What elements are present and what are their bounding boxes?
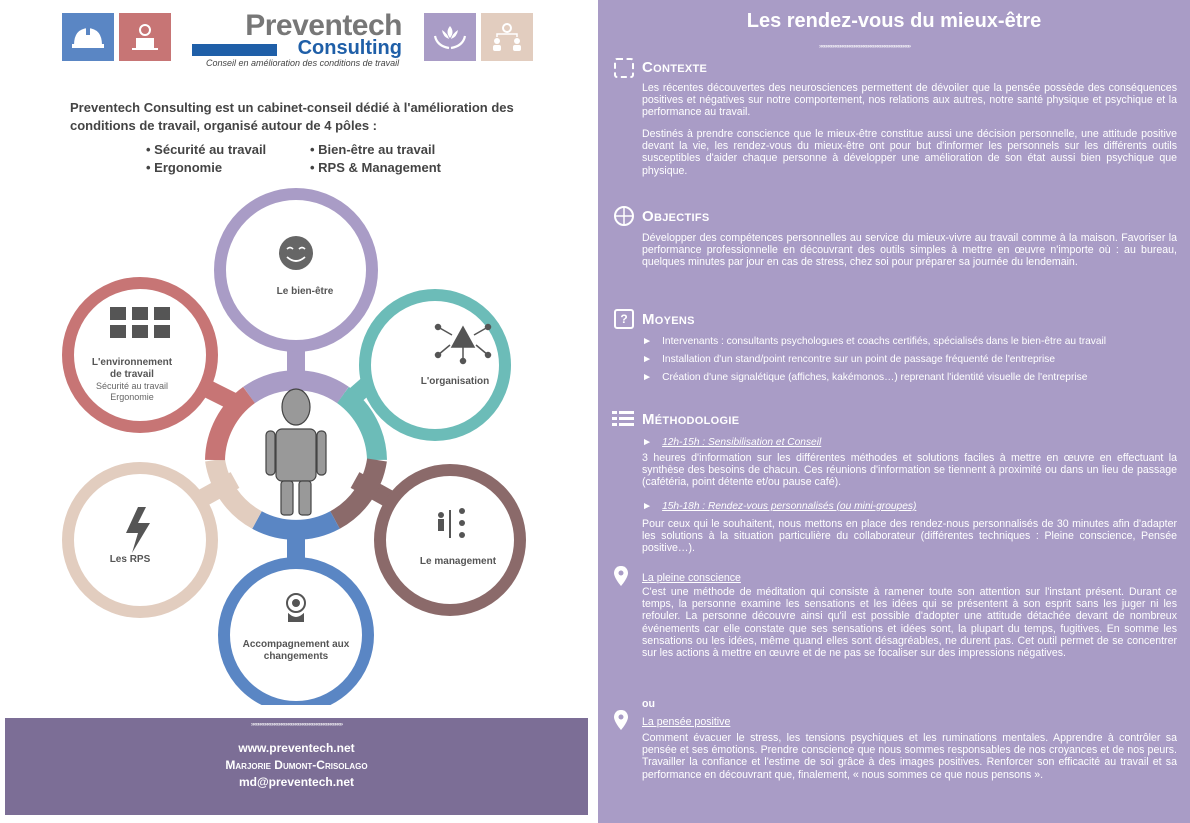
- section-title-methodologie: Méthodologie: [642, 411, 740, 428]
- ring-blue: [257, 520, 335, 530]
- computer-worker-icon: [119, 13, 171, 61]
- pleine-conscience-title: La pleine conscience: [642, 572, 741, 584]
- footer-arrows: »»»»»»»»»»»»»»»»»»»»»»»»»»»»»»»»»»»»»»»: [250, 722, 343, 728]
- team-gear-icon: [481, 13, 533, 61]
- tagline: Conseil en amélioration des conditions de travail: [206, 58, 400, 68]
- website-link[interactable]: www.preventech.net: [238, 741, 355, 755]
- ring-accompagnement: [224, 563, 368, 705]
- location-pin-icon: [614, 566, 628, 586]
- ring-organisation: [365, 295, 505, 435]
- right-panel: [598, 0, 1190, 823]
- intro-text: Preventech Consulting est un cabinet-conseil dédié à l'amélioration des conditions de travail, organisé autour de 4 pôles :: [70, 100, 514, 133]
- ring-brown: [335, 460, 377, 520]
- context-frame-icon: [614, 58, 634, 78]
- pole-item: • RPS & Management: [310, 160, 441, 175]
- brand-bottom: Consulting: [297, 37, 402, 59]
- section-title-moyens: Moyens: [642, 311, 695, 328]
- location-pin-icon: [614, 710, 628, 730]
- ou-text: ou: [642, 698, 655, 710]
- label-rps: Les RPS: [109, 554, 151, 565]
- pole-item: • Ergonomie: [146, 160, 223, 175]
- question-icon: ?: [614, 309, 634, 329]
- label-management: Le management: [419, 556, 497, 567]
- smiley-icon: [279, 236, 313, 270]
- poles-col2: [310, 141, 441, 177]
- pensee-positive-text: Comment évacuer le stress, les tensions psychiques et les ruminations mentales. Apprendre à contrôler sa pensée et ses émotions. Prendre conscience que nous sommes responsables de nos croyances et de nos peurs. Travailler la confiance et l'estime de soi grâce à des images positives. Renforcer son efficacité au travail et sa performance en découvrant que, finalement, « nous sommes ce que nous pensons ».: [642, 732, 1177, 781]
- ring-beige: [215, 460, 257, 520]
- hardhat-icon: [62, 13, 114, 61]
- methodo-p2: Pour ceux qui le souhaitent, nous mettons en place des rendez-nous personnalisés de 30 minutes afin d'adapter les solutions à la situation particulière du collaborateur (différentes techniques : Pleine conscience, Pensée positive…).: [642, 518, 1177, 555]
- pensee-positive-title: La pensée positive: [642, 716, 731, 728]
- pleine-conscience-text: C'est une méthode de méditation qui consiste à ramener toute son attention sur l'instant présent. Durant ce temps, la personne examine les sensations et les idées qui se présentent à son esprit sans les juger ni les refouler. La personne découvre ainsi qu'il est possible d'adopter une attitude détachée devant de nombreux événements car elle constate que ses sensations et idées sont, la plupart du temps, fugitives. En somme les sensations ou les idées, même quand elles sont désagréables, ne durent pas. Cet outil permet de se concentrer sur les actions à mettre en œuvre et de ne pas se focaliser sur des impressions négatives.: [642, 586, 1177, 660]
- contact-name: Marjorie Dumont-Crisolago: [225, 758, 368, 772]
- pole-item: • Bien-être au travail: [310, 142, 436, 157]
- methodo-heading-1: ► 12h-15h : Sensibilisation et Conseil: [642, 437, 822, 448]
- section-title-objectifs: Objectifs: [642, 208, 710, 225]
- contexte-p1: Les récentes découvertes des neurosciences permettent de dévoiler que la pensée possède des conséquences positives et négatives sur notre comportement, nos relations aux autres, notre santé physique et psychique et la performance au travail.: [642, 82, 1177, 119]
- pole-item: • Sécurité au travail: [146, 142, 267, 157]
- person-sketch-icon: [266, 389, 326, 515]
- contexte-p2: Destinés à prendre conscience que le mieux-être constitue aussi une décision personnelle, une attitude positive devant la vie, les rendez-vous du mieux-être ont pour but d'informer les personnels sur les différents outils susceptibles d'aider chaque personne à développer une amélioration de son état aussi bien psychique que physique.: [642, 128, 1177, 177]
- target-icon: [614, 206, 634, 226]
- brand-bar: [192, 44, 277, 56]
- moyens-item: ► Installation d'un stand/point rencontre sur un point de passage fréquenté de l'entreprise: [642, 354, 1056, 365]
- list-icon: [612, 410, 634, 428]
- hands-lotus-icon: [424, 13, 476, 61]
- label-bienetre: Le bien-être: [250, 282, 360, 302]
- ring-rps: [68, 468, 212, 612]
- moyens-item: ► Intervenants : consultants psychologues et coachs certifiés, spécialisés dans le bien-être au travail: [642, 336, 1107, 347]
- email-link[interactable]: md@preventech.net: [238, 775, 355, 789]
- brand-top: Preventech: [245, 9, 402, 42]
- methodo-heading-2: ► 15h-18h : Rendez-vous personnalisés (ou mini-groupes): [642, 501, 917, 512]
- methodo-p1: 3 heures d'information sur les différentes méthodes et solutions faciles à mettre en œuvre en effectuant la synthèse des besoins de chacun. Ces réunions d'information se tiennent à proximité ou dans un lieu de passage (cafétéria, point détente et/ou pause café).: [642, 452, 1177, 489]
- label-environnement: L'environnement de travail Sécurité au travail Ergonomie: [91, 357, 173, 402]
- ring-management: [380, 470, 520, 610]
- title-arrows: »»»»»»»»»»»»»»»»»»»»»»»»»»»»»»»»»»»»»»»: [819, 44, 911, 50]
- poles-diagram: [40, 185, 560, 705]
- poles-col1: [146, 141, 266, 177]
- section-title-contexte: Contexte: [642, 59, 708, 76]
- objectifs-p1: Développer des compétences personnelles au service du mieux-vivre au travail comme à la maison. Favoriser la performance professionnelle en découvrant des outils simples à mettre en œuvre n'importe où : au bureau, quelques minutes par jour en cas de stress, chez soi pour préparer sa journée du lendemain.: [642, 232, 1177, 269]
- contact-footer: [5, 718, 588, 815]
- label-accompagnement: Accompagnement aux changements: [242, 639, 350, 662]
- label-organisation: L'organisation: [420, 376, 490, 387]
- moyens-item: ► Création d'une signalétique (affiches, kakémonos…) reprenant l'identité visuelle de l'entreprise: [642, 372, 1088, 383]
- page-title: Les rendez-vous du mieux-être: [746, 10, 1042, 32]
- brand-logo: [192, 9, 402, 59]
